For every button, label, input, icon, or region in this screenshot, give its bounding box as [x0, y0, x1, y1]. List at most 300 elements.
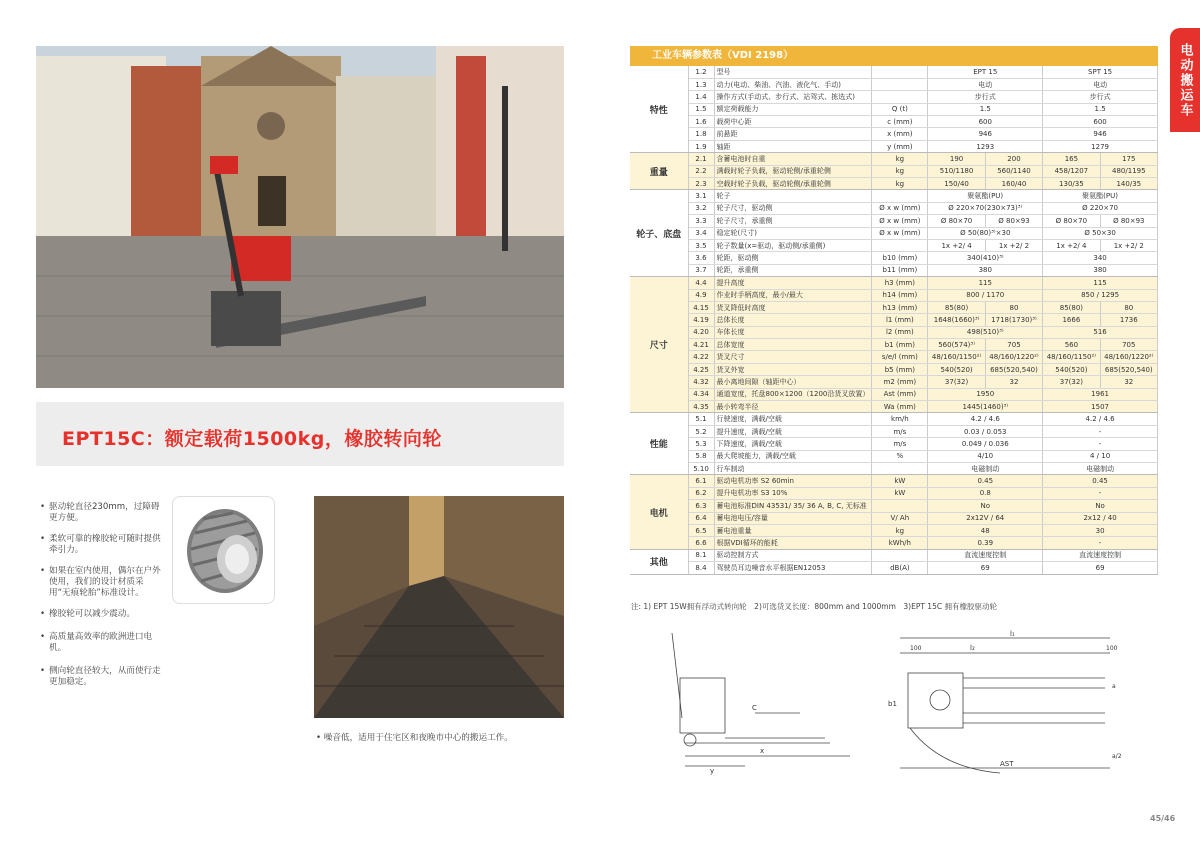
spec-value: 150/40	[928, 178, 985, 190]
spec-unit: km/h	[872, 413, 928, 425]
spec-row	[630, 388, 1158, 400]
spec-row	[630, 277, 1158, 289]
spec-row	[630, 190, 1158, 202]
spec-description: 轴距	[714, 140, 872, 152]
spec-description: 空载时轮子负载，驱动轮侧/承重轮侧	[714, 178, 872, 190]
spec-value: 165	[1043, 153, 1100, 165]
spec-unit	[872, 500, 928, 512]
spec-value: 1x +2/ 4	[1043, 239, 1100, 251]
feature-item: • 橡胶轮可以减少震动。	[40, 609, 165, 620]
spec-row	[630, 264, 1158, 276]
spec-code: 6.1	[688, 475, 714, 487]
spec-value: Ø 80×70	[928, 215, 985, 227]
spec-code: 5.8	[688, 450, 714, 462]
spec-value: 1950	[928, 388, 1043, 400]
spec-value: 37(32)	[1043, 376, 1100, 388]
spec-value: 380	[928, 264, 1043, 276]
spec-code: 6.3	[688, 500, 714, 512]
dim-a-half: a/2	[1112, 753, 1122, 760]
spec-value: 直流速度控制	[928, 549, 1043, 561]
spec-category: 其他	[630, 549, 688, 574]
spec-unit	[872, 91, 928, 103]
spec-unit: kg	[872, 153, 928, 165]
spec-unit: m/s	[872, 425, 928, 437]
spec-unit: %	[872, 450, 928, 462]
spec-description: 驱动控制方式	[714, 549, 872, 561]
spec-value: Ø 50(80)³⁾×30	[928, 227, 1043, 239]
spec-value: 2x12 / 40	[1043, 512, 1158, 524]
spec-row	[630, 239, 1158, 251]
spec-value: 0.03 / 0.053	[928, 425, 1043, 437]
drive-wheel-image	[172, 496, 275, 604]
spec-row	[630, 140, 1158, 152]
spec-value: 电磁制动	[928, 463, 1043, 475]
spec-value: 1.5	[1043, 103, 1158, 115]
spec-unit	[872, 66, 928, 78]
dim-b1: b1	[888, 700, 897, 708]
spec-value: No	[1043, 500, 1158, 512]
spec-value: Ø 50×30	[1043, 227, 1158, 239]
spec-unit: dB(A)	[872, 562, 928, 574]
spec-row	[630, 202, 1158, 214]
spec-unit: kW	[872, 475, 928, 487]
spec-code: 1.9	[688, 140, 714, 152]
spec-unit: h13 (mm)	[872, 301, 928, 313]
spec-unit: Ø x w (mm)	[872, 202, 928, 214]
spec-value: 190	[928, 153, 985, 165]
spec-value: 0.049 / 0.036	[928, 438, 1043, 450]
spec-value: No	[928, 500, 1043, 512]
spec-code: 3.2	[688, 202, 714, 214]
spec-row	[630, 512, 1158, 524]
spec-value: 85(80)	[928, 301, 985, 313]
spec-description: 提升高度	[714, 277, 872, 289]
spec-value: 1718(1730)³⁾	[985, 314, 1042, 326]
spec-code: 2.1	[688, 153, 714, 165]
spec-description: 前悬距	[714, 128, 872, 140]
spec-value: 电动	[928, 78, 1043, 90]
spec-description: 驱动电机功率 S2 60min	[714, 475, 872, 487]
spec-table	[630, 66, 1158, 575]
spec-unit	[872, 190, 928, 202]
spec-value: 0.8	[928, 487, 1043, 499]
spec-value: 800 / 1170	[928, 289, 1043, 301]
spec-value: 48/160/1150²⁾	[928, 351, 985, 363]
spec-description: 蓄电池标准DIN 43531/ 35/ 36 A, B, C, 无标准	[714, 500, 872, 512]
spec-unit: s/e/l (mm)	[872, 351, 928, 363]
spec-row	[630, 326, 1158, 338]
dim-x: x	[760, 747, 765, 755]
spec-value: 4 / 10	[1043, 450, 1158, 462]
spec-description: 通道宽度，托盘800×1200（1200沿货叉放置）	[714, 388, 872, 400]
spec-value: 48	[928, 524, 1043, 536]
spec-description: 稳定轮(尺寸)	[714, 227, 872, 239]
spec-unit: Wa (mm)	[872, 401, 928, 413]
spec-unit: b5 (mm)	[872, 363, 928, 375]
product-photo-street	[36, 46, 564, 388]
spec-category: 电机	[630, 475, 688, 549]
spec-value: 946	[928, 128, 1043, 140]
spec-code: 1.4	[688, 91, 714, 103]
spec-value: 115	[928, 277, 1043, 289]
spec-row	[630, 450, 1158, 462]
spec-value: 946	[1043, 128, 1158, 140]
feature-list	[40, 502, 165, 698]
spec-value: 340	[1043, 252, 1158, 264]
spec-row	[630, 463, 1158, 475]
dim-100-right: 100	[1106, 645, 1118, 652]
spec-code: 4.25	[688, 363, 714, 375]
spec-unit: m2 (mm)	[872, 376, 928, 388]
spec-description: 货叉外宽	[714, 363, 872, 375]
spec-description: 提升速度，满载/空载	[714, 425, 872, 437]
spec-value: 560	[1043, 339, 1100, 351]
spec-row	[630, 401, 1158, 413]
spec-description: 轮距，承重侧	[714, 264, 872, 276]
spec-code: 5.3	[688, 438, 714, 450]
feature-item: • 侧向轮直径较大，从而使行走更加稳定。	[40, 666, 165, 688]
spec-value: 1648(1660)³⁾	[928, 314, 985, 326]
spec-code: 4.4	[688, 277, 714, 289]
page-number: 45/46	[1150, 814, 1176, 823]
spec-value: 0.45	[928, 475, 1043, 487]
spec-description: 根据VDI循环的能耗	[714, 537, 872, 549]
spec-code: 4.20	[688, 326, 714, 338]
spec-value: 340(410)³⁾	[928, 252, 1043, 264]
spec-value: 0.45	[1043, 475, 1158, 487]
dim-y: y	[710, 767, 715, 775]
spec-row	[630, 153, 1158, 165]
spec-value: Ø 80×93	[985, 215, 1042, 227]
spec-value: 85(80)	[1043, 301, 1100, 313]
spec-value: 1.5	[928, 103, 1043, 115]
spec-value: 聚氨酯(PU)	[928, 190, 1043, 202]
feature-item: • 如果在室内使用，偶尔在户外使用，我们的设计材质采用“无痕轮胎”标准设计。	[40, 566, 165, 599]
spec-value: 200	[985, 153, 1042, 165]
spec-code: 3.1	[688, 190, 714, 202]
spec-unit: kW	[872, 487, 928, 499]
spec-description: 轮子尺寸，承重侧	[714, 215, 872, 227]
spec-description: 额定荷载能力	[714, 103, 872, 115]
photo-caption: • 噪音低，适用于住宅区和夜晚市中心的搬运工作。	[316, 733, 513, 743]
spec-code: 3.5	[688, 239, 714, 251]
spec-value: 48/160/1220²⁾	[985, 351, 1042, 363]
spec-value: 1736	[1100, 314, 1157, 326]
spec-row	[630, 363, 1158, 375]
spec-value: 1x +2/ 2	[1100, 239, 1157, 251]
spec-unit: kg	[872, 524, 928, 536]
spec-row	[630, 339, 1158, 351]
spec-row	[630, 289, 1158, 301]
feature-item: • 高质量高效率的欧洲进口电机。	[40, 632, 165, 654]
spec-value: 48/160/1220²⁾	[1100, 351, 1157, 363]
spec-value: 560(574)³⁾	[928, 339, 985, 351]
spec-code: 1.8	[688, 128, 714, 140]
spec-value: 1507	[1043, 401, 1158, 413]
spec-value: -	[1043, 425, 1158, 437]
spec-description: 载荷中心距	[714, 116, 872, 128]
table-title: 工业车辆参数表（VDI 2198）	[630, 46, 1158, 66]
spec-value: 705	[985, 339, 1042, 351]
spec-value: 130/35	[1043, 178, 1100, 190]
spec-unit: x (mm)	[872, 128, 928, 140]
spec-code: 4.32	[688, 376, 714, 388]
spec-unit: m/s	[872, 438, 928, 450]
spec-description: 操作方式(手动式、步行式、站驾式、拣选式)	[714, 91, 872, 103]
spec-row	[630, 301, 1158, 313]
spec-unit: c (mm)	[872, 116, 928, 128]
spec-description: 总体宽度	[714, 339, 872, 351]
spec-value: -	[1043, 438, 1158, 450]
spec-description: 最大爬坡能力，满载/空载	[714, 450, 872, 462]
spec-code: 4.34	[688, 388, 714, 400]
spec-row	[630, 487, 1158, 499]
spec-value: 1445(1460)³⁾	[928, 401, 1043, 413]
spec-row	[630, 351, 1158, 363]
spec-unit: Ø x w (mm)	[872, 215, 928, 227]
spec-row	[630, 500, 1158, 512]
spec-value: 电动	[1043, 78, 1158, 90]
side-view-drawing	[650, 628, 860, 778]
spec-category: 特性	[630, 66, 688, 153]
spec-value: 4/10	[928, 450, 1043, 462]
spec-value: 1293	[928, 140, 1043, 152]
spec-code: 5.2	[688, 425, 714, 437]
spec-unit	[872, 549, 928, 561]
spec-value: 1279	[1043, 140, 1158, 152]
spec-value: 4.2 / 4.6	[1043, 413, 1158, 425]
spec-description: 轮距，驱动侧	[714, 252, 872, 264]
spec-value: 850 / 1295	[1043, 289, 1158, 301]
spec-value: 80	[985, 301, 1042, 313]
spec-code: 6.2	[688, 487, 714, 499]
spec-row	[630, 252, 1158, 264]
spec-unit: kg	[872, 178, 928, 190]
spec-code: 4.15	[688, 301, 714, 313]
spec-description: 含蓄电池时自重	[714, 153, 872, 165]
spec-value: 0.39	[928, 537, 1043, 549]
top-view-drawing	[880, 628, 1130, 778]
spec-row	[630, 165, 1158, 177]
spec-row	[630, 524, 1158, 536]
spec-value: -	[1043, 487, 1158, 499]
spec-value: 80	[1100, 301, 1157, 313]
spec-category: 轮子、底盘	[630, 190, 688, 277]
spec-value: 直流速度控制	[1043, 549, 1158, 561]
spec-value: 685(520,540)	[1100, 363, 1157, 375]
spec-value: 69	[928, 562, 1043, 574]
spec-value: SPT 15	[1043, 66, 1158, 78]
spec-value: EPT 15	[928, 66, 1043, 78]
spec-code: 3.7	[688, 264, 714, 276]
spec-unit: V/ Ah	[872, 512, 928, 524]
spec-value: 1961	[1043, 388, 1158, 400]
spec-code: 1.2	[688, 66, 714, 78]
spec-row	[630, 78, 1158, 90]
spec-value: 175	[1100, 153, 1157, 165]
spec-row	[630, 537, 1158, 549]
spec-description: 下降速度，满载/空载	[714, 438, 872, 450]
heading-band	[36, 402, 564, 466]
spec-value: 电磁制动	[1043, 463, 1158, 475]
spec-code: 8.4	[688, 562, 714, 574]
spec-description: 货叉尺寸	[714, 351, 872, 363]
spec-value: 600	[1043, 116, 1158, 128]
spec-code: 2.2	[688, 165, 714, 177]
spec-value: Ø 80×93	[1100, 215, 1157, 227]
spec-description: 蓄电池重量	[714, 524, 872, 536]
spec-code: 1.6	[688, 116, 714, 128]
spec-code: 1.3	[688, 78, 714, 90]
spec-value: 2x12V / 64	[928, 512, 1043, 524]
spec-description: 最小离地间隙（轴距中心）	[714, 376, 872, 388]
spec-code: 5.10	[688, 463, 714, 475]
spec-description: 行车制动	[714, 463, 872, 475]
spec-description: 车体长度	[714, 326, 872, 338]
spec-code: 4.19	[688, 314, 714, 326]
spec-unit: kg	[872, 165, 928, 177]
spec-row	[630, 178, 1158, 190]
spec-row	[630, 475, 1158, 487]
spec-code: 4.35	[688, 401, 714, 413]
dim-100-left: 100	[910, 645, 922, 652]
spec-code: 6.6	[688, 537, 714, 549]
spec-value: 聚氨酯(PU)	[1043, 190, 1158, 202]
spec-value: 步行式	[928, 91, 1043, 103]
spec-value: 48/160/1150²⁾	[1043, 351, 1100, 363]
spec-row	[630, 215, 1158, 227]
dim-l2: l₂	[970, 644, 975, 652]
dim-a: a	[1112, 683, 1116, 690]
feature-item: • 柔软可靠的橡胶轮可随时提供牵引力。	[40, 534, 165, 556]
spec-row	[630, 425, 1158, 437]
spec-code: 6.4	[688, 512, 714, 524]
spec-description: 驾驶员耳边噪音水平根据EN12053	[714, 562, 872, 574]
spec-row	[630, 314, 1158, 326]
section-tab: 电动搬运车	[1170, 28, 1200, 132]
spec-value: -	[1043, 537, 1158, 549]
spec-value: 560/1140	[985, 165, 1042, 177]
spec-unit: Q (t)	[872, 103, 928, 115]
spec-value: 458/1207	[1043, 165, 1100, 177]
spec-value: 160/40	[985, 178, 1042, 190]
spec-value: 32	[1100, 376, 1157, 388]
spec-unit	[872, 463, 928, 475]
spec-value: 685(520,540)	[985, 363, 1042, 375]
cobblestone-street-photo	[314, 496, 564, 718]
spec-value: 140/35	[1100, 178, 1157, 190]
dim-c: C	[752, 704, 757, 712]
spec-category: 尺寸	[630, 277, 688, 413]
spec-value: 30	[1043, 524, 1158, 536]
spec-unit: h3 (mm)	[872, 277, 928, 289]
spec-code: 2.3	[688, 178, 714, 190]
spec-code: 5.1	[688, 413, 714, 425]
spec-code: 3.4	[688, 227, 714, 239]
spec-description: 提升电机功率 S3 10%	[714, 487, 872, 499]
spec-value: 705	[1100, 339, 1157, 351]
dim-ast: AST	[1000, 760, 1014, 768]
spec-row	[630, 438, 1158, 450]
spec-value: 4.2 / 4.6	[928, 413, 1043, 425]
spec-description: 作业时手柄高度，最小/最大	[714, 289, 872, 301]
spec-value: Ø 220×70	[1043, 202, 1158, 214]
spec-row	[630, 376, 1158, 388]
feature-item: • 驱动轮直径230mm，过障碍更方便。	[40, 502, 165, 524]
spec-code: 4.9	[688, 289, 714, 301]
spec-description: 轮子	[714, 190, 872, 202]
spec-row	[630, 91, 1158, 103]
spec-description: 轮子尺寸，驱动侧	[714, 202, 872, 214]
spec-row	[630, 227, 1158, 239]
spec-description: 轮子数量(x=驱动，驱动侧/承重侧)	[714, 239, 872, 251]
spec-unit: b11 (mm)	[872, 264, 928, 276]
spec-code: 4.21	[688, 339, 714, 351]
spec-category: 重量	[630, 153, 688, 190]
spec-row	[630, 562, 1158, 574]
table-note: 注: 1) EPT 15W拥有浮动式转向轮 2)可选货叉长度：800mm and 1000mm 3)EPT 15C 拥有橡胶驱动轮	[631, 602, 997, 611]
spec-unit: y (mm)	[872, 140, 928, 152]
spec-value: Ø 80×70	[1043, 215, 1100, 227]
spec-row	[630, 549, 1158, 561]
spec-description: 最小转弯半径	[714, 401, 872, 413]
spec-description: 货叉降低时高度	[714, 301, 872, 313]
spec-description: 总体长度	[714, 314, 872, 326]
spec-value: 480/1195	[1100, 165, 1157, 177]
product-heading: EPT15C：额定载荷1500kg，橡胶转向轮	[62, 428, 442, 450]
dim-l1: l₁	[1010, 630, 1015, 638]
spec-value: 380	[1043, 264, 1158, 276]
spec-unit: l1 (mm)	[872, 314, 928, 326]
spec-description: 满载时轮子负载，驱动轮侧/承重轮侧	[714, 165, 872, 177]
spec-value: 步行式	[1043, 91, 1158, 103]
spec-value: Ø 220×70(230×73)³⁾	[928, 202, 1043, 214]
spec-value: 540(520)	[928, 363, 985, 375]
spec-unit: b1 (mm)	[872, 339, 928, 351]
spec-row	[630, 413, 1158, 425]
spec-unit: l2 (mm)	[872, 326, 928, 338]
spec-value: 69	[1043, 562, 1158, 574]
spec-description: 行驶速度，满载/空载	[714, 413, 872, 425]
spec-value: 1x +2/ 4	[928, 239, 985, 251]
spec-category: 性能	[630, 413, 688, 475]
spec-unit: Ø x w (mm)	[872, 227, 928, 239]
spec-code: 4.22	[688, 351, 714, 363]
spec-row	[630, 128, 1158, 140]
spec-unit: b10 (mm)	[872, 252, 928, 264]
spec-value: 516	[1043, 326, 1158, 338]
spec-unit	[872, 239, 928, 251]
spec-unit: Ast (mm)	[872, 388, 928, 400]
spec-unit: h14 (mm)	[872, 289, 928, 301]
spec-unit: kWh/h	[872, 537, 928, 549]
spec-row	[630, 103, 1158, 115]
spec-value: 540(520)	[1043, 363, 1100, 375]
spec-row	[630, 116, 1158, 128]
spec-value: 115	[1043, 277, 1158, 289]
spec-value: 510/1180	[928, 165, 985, 177]
spec-code: 3.3	[688, 215, 714, 227]
spec-value: 600	[928, 116, 1043, 128]
spec-row	[630, 66, 1158, 78]
spec-code: 1.5	[688, 103, 714, 115]
spec-description: 型号	[714, 66, 872, 78]
spec-value: 32	[985, 376, 1042, 388]
spec-value: 1x +2/ 2	[985, 239, 1042, 251]
spec-value: 1666	[1043, 314, 1100, 326]
spec-description: 蓄电池电压/容量	[714, 512, 872, 524]
spec-code: 6.5	[688, 524, 714, 536]
